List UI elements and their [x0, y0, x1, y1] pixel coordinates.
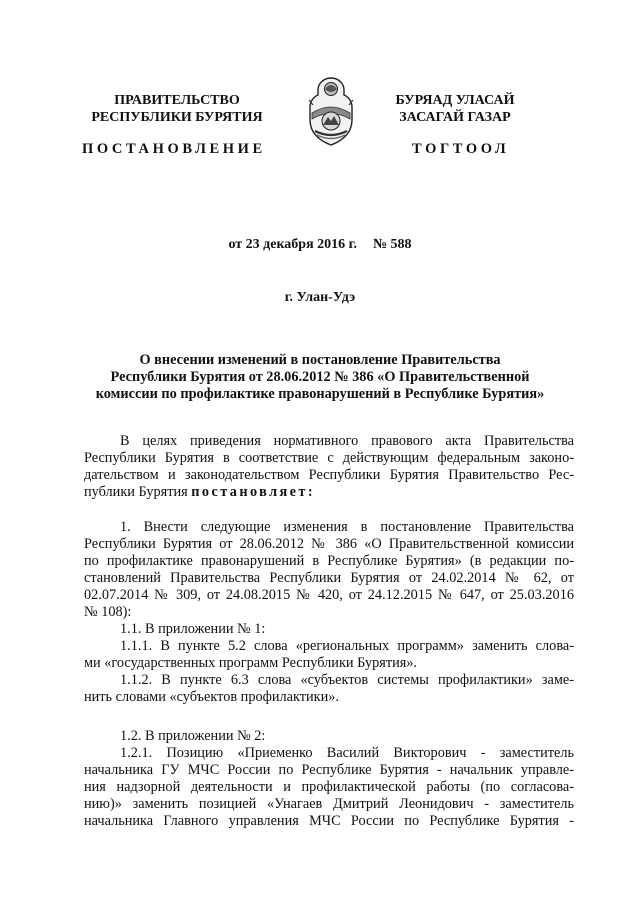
- text-line: дательством и законодательством Республики Бурятия Правительство Рес-: [84, 467, 574, 483]
- text-line: начальника Главного управления МЧС России по Республике Бурятия -: [84, 813, 574, 829]
- text-line: 1.1.2. В пункте 6.3 слова «субъектов системы профилактики» заме-: [120, 672, 574, 688]
- coat-of-arms-icon: [303, 75, 359, 147]
- decree-keyword: постановляет:: [191, 484, 315, 500]
- text-line: нить словами «субъектов профилактики».: [84, 689, 339, 705]
- text-line: 1.1.1. В пункте 5.2 слова «региональных программ» заменить слова-: [120, 638, 574, 654]
- text-line: [84, 484, 574, 501]
- text-line: Республики Бурятия от 28.06.2012 № 386 «О Правительственной комиссии: [84, 536, 574, 552]
- document-number: № 588: [372, 237, 412, 252]
- text-line: 1.1. В приложении № 1:: [120, 621, 266, 637]
- issuer-name-russian: [82, 92, 272, 126]
- text-line: нию)» заменить позицией «Унагаев Дмитрий Леонидович - заместитель: [84, 796, 574, 812]
- subject-line: О внесении изменений в постановление Правительства: [139, 352, 501, 368]
- text-line: 1. Внести следующие изменения в постановление Правительства: [120, 519, 574, 535]
- text-line: становлений Правительства Республики Бурятия от 24.02.2014 № 62, от: [84, 570, 574, 586]
- preamble-tail: публики Бурятия: [84, 484, 192, 500]
- date-number-line: [0, 237, 640, 253]
- issuer-line: РЕСПУБЛИКИ БУРЯТИЯ: [91, 110, 263, 125]
- section-1-2-paragraph: [84, 728, 574, 830]
- issuer-name-buryat: [360, 92, 550, 126]
- issuer-line: ПРАВИТЕЛЬСТВО: [114, 93, 240, 108]
- issuer-line: ЗАСАГАЙ ГАЗАР: [399, 110, 511, 125]
- text-line: 1.2. В приложении № 2:: [120, 728, 266, 744]
- issuer-line: БУРЯАД УЛАСАЙ: [395, 93, 515, 108]
- text-line: ния надзорной деятельности и профилактической работы (по согласова-: [84, 779, 574, 795]
- document-type-russian: ПОСТАНОВЛЕНИЕ: [82, 141, 266, 157]
- text-line: 02.07.2014 № 309, от 24.08.2015 № 420, от 24.12.2015 № 647, от 25.03.2016: [84, 587, 574, 603]
- text-line: по профилактике правонарушений в Республике Бурятия» (в редакции по-: [84, 553, 574, 569]
- text-line: 1.2.1. Позицию «Приеменко Василий Викторович - заместитель: [120, 745, 574, 761]
- subject-line: комиссии по профилактике правонарушений в Республике Бурятия»: [95, 386, 545, 402]
- document-city: г. Улан-Удэ: [284, 290, 356, 305]
- text-line: В целях приведения нормативного правового акта Правительства: [120, 433, 574, 449]
- section-1-paragraph: [84, 519, 574, 706]
- preamble-paragraph: [84, 433, 574, 501]
- document-date: от 23 декабря 2016 г.: [228, 237, 357, 252]
- text-line: Республики Бурятия в соответствие с действующим федеральным законо-: [84, 450, 574, 466]
- document-subject: [80, 352, 560, 403]
- text-line: ми «государственных программ Республики Бурятия».: [84, 655, 418, 671]
- document-type-buryat: ТОГТООЛ: [412, 141, 510, 157]
- text-line: № 108):: [84, 604, 132, 620]
- subject-line: Республики Бурятия от 28.06.2012 № 386 «О Правительственной: [110, 369, 530, 385]
- text-line: начальника ГУ МЧС России по Республике Бурятия - начальник управле-: [84, 762, 574, 778]
